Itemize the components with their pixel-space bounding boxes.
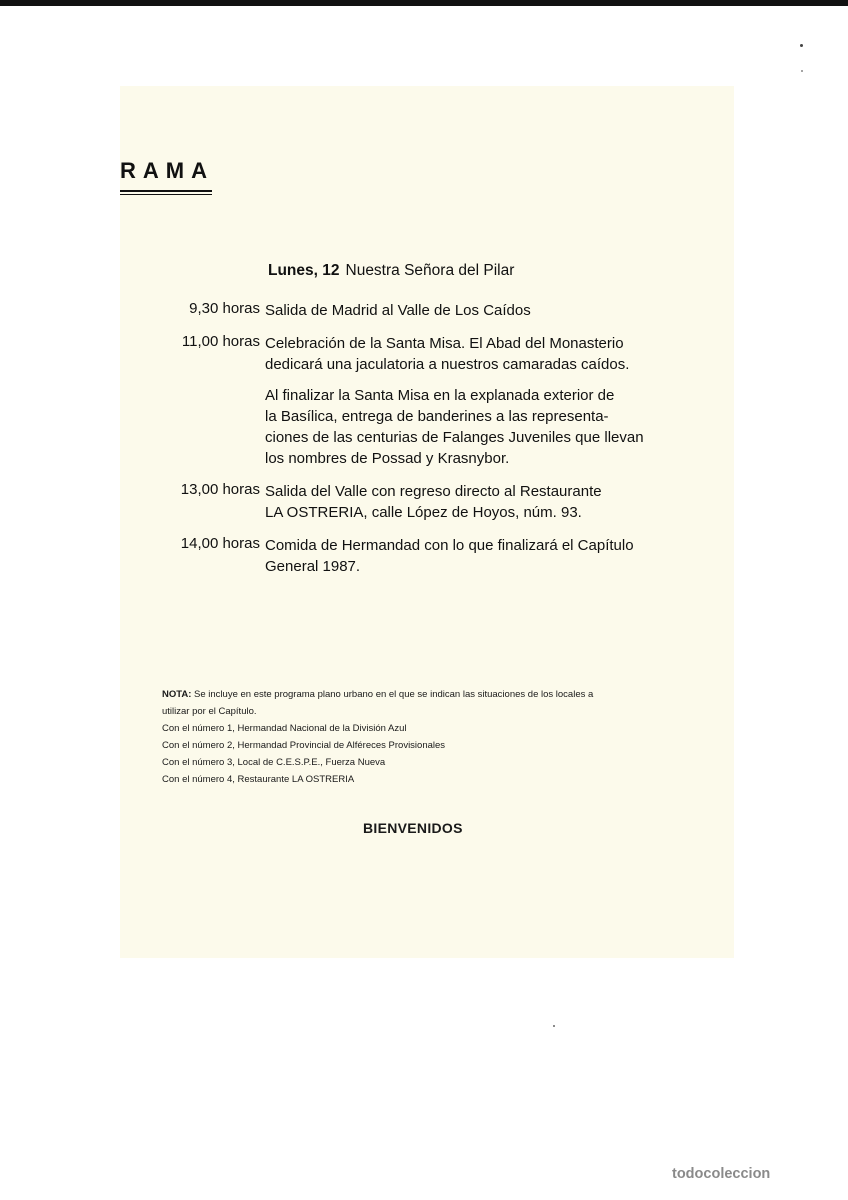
schedule-description (265, 333, 691, 375)
closing-greeting: BIENVENIDOS (363, 820, 463, 836)
schedule-time: 14,00 horas (180, 535, 260, 552)
schedule-line: Salida de Madrid al Valle de Los Caídos (265, 302, 531, 319)
schedule-description (265, 481, 691, 523)
note-item: Con el número 4, Restaurante LA OSTRERIA (162, 774, 355, 785)
schedule-time: 9,30 horas (189, 300, 260, 317)
schedule-description (265, 535, 691, 577)
day-label: Lunes, 12 (268, 262, 340, 279)
schedule-line: Salida del Valle con regreso directo al Restaurante (265, 483, 602, 500)
note-block (162, 686, 702, 788)
schedule-time: 13,00 horas (180, 481, 260, 498)
schedule-line: Celebración de la Santa Misa. El Abad del Monasterio (265, 335, 624, 352)
schedule-line: los nombres de Possad y Krasnybor. (265, 450, 510, 467)
note-item: Con el número 2, Hermandad Provincial de Alféreces Provisionales (162, 740, 446, 751)
schedule-line: la Basílica, entrega de banderines a las representa- (265, 408, 609, 425)
note-intro-text: Se incluye en este programa plano urbano en el que se indican las situaciones de los locales a (194, 689, 594, 700)
day-feast: Nuestra Señora del Pilar (345, 262, 515, 279)
note-intro (162, 686, 702, 703)
schedule-time: 11,00 horas (181, 333, 260, 350)
day-heading (268, 262, 514, 280)
dust-speck (553, 1025, 555, 1027)
schedule-description (265, 385, 691, 469)
note-item: Con el número 1, Hermandad Nacional de la División Azul (162, 723, 407, 734)
schedule-line: General 1987. (265, 558, 361, 575)
dust-speck (800, 44, 803, 47)
title-underline-thin (120, 194, 212, 195)
note-intro-cont: utilizar por el Capítulo. (162, 706, 257, 717)
schedule-line: Comida de Hermandad con lo que finalizará el Capítulo (265, 537, 634, 554)
top-border (0, 0, 848, 6)
schedule-line: ciones de las centurias de Falanges Juveniles que llevan (265, 429, 644, 446)
schedule-description (265, 300, 691, 321)
title-underline (120, 190, 212, 192)
note-label: NOTA: (162, 689, 192, 700)
page-title: RAMA (120, 158, 214, 183)
dust-speck (801, 70, 803, 72)
schedule-line: Al finalizar la Santa Misa en la explanada exterior de (265, 387, 615, 404)
schedule-line: LA OSTRERIA, calle López de Hoyos, núm. 93. (265, 504, 582, 521)
watermark-text: todocoleccion (672, 1166, 771, 1182)
schedule-line: dedicará una jaculatoria a nuestros camaradas caídos. (265, 356, 630, 373)
note-item: Con el número 3, Local de C.E.S.P.E., Fuerza Nueva (162, 757, 386, 768)
